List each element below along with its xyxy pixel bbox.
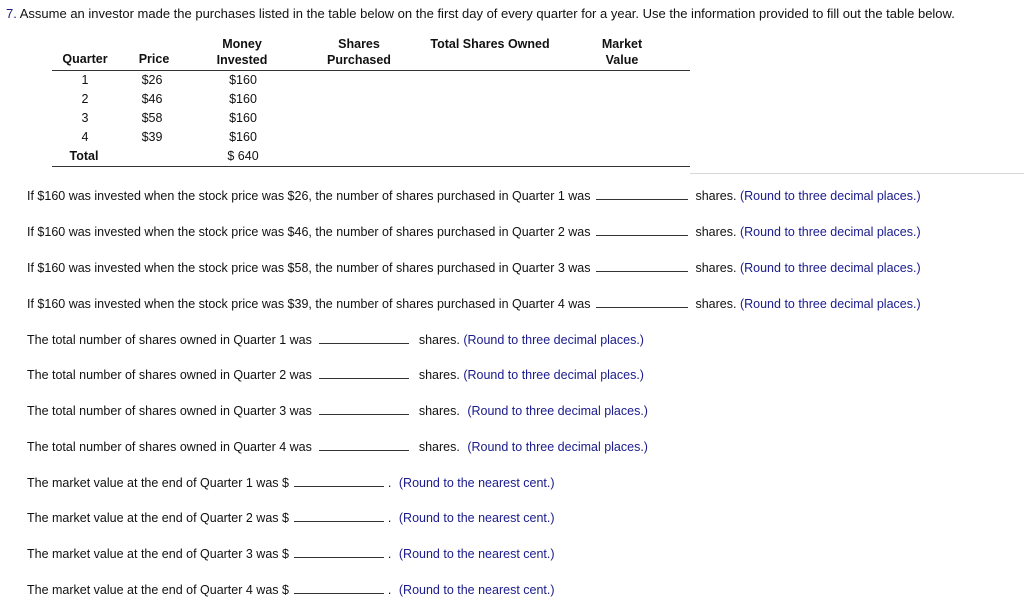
- cell-money: $160: [229, 130, 257, 144]
- cell-price: $39: [141, 130, 163, 144]
- unit-label: shares.: [418, 404, 460, 418]
- rounding-hint: (Round to three decimal places.): [739, 297, 921, 311]
- decimal-point: .: [387, 476, 392, 490]
- header-divider: [52, 70, 690, 71]
- market-question-3: [27, 543, 555, 561]
- total-question-3: [27, 400, 648, 418]
- total-question-1: [27, 329, 644, 347]
- header-shares-line1: Shares: [338, 37, 380, 51]
- market-question-2: [27, 507, 555, 525]
- unit-label: shares.: [418, 440, 460, 454]
- decimal-point: .: [387, 547, 392, 561]
- cell-money: $160: [229, 73, 257, 87]
- cell-total-money: $ 640: [227, 149, 259, 163]
- total-question-4: [27, 436, 648, 454]
- answer-input[interactable]: [319, 364, 409, 379]
- rounding-hint: (Round to three decimal places.): [739, 189, 921, 203]
- table-bottom-rule: [52, 166, 690, 167]
- question-text: The market value at the end of Quarter 2 was $: [27, 511, 289, 525]
- header-shares-purchased: [314, 36, 404, 68]
- shares-question-2: [27, 221, 921, 239]
- question-text: The total number of shares owned in Quarter 2 was: [27, 368, 312, 382]
- question-text: If $160 was invested when the stock price was $58, the number of shares purchased in Quarter 3 was: [27, 261, 591, 275]
- answer-input[interactable]: [294, 543, 384, 558]
- header-quarter: Quarter: [62, 52, 108, 66]
- header-market-line1: Market: [601, 37, 643, 51]
- unit-label: shares.: [695, 297, 737, 311]
- header-money-line1: Money: [222, 37, 262, 51]
- header-shares-line2: Purchased: [327, 53, 391, 67]
- answer-input[interactable]: [596, 293, 688, 308]
- cell-quarter: 2: [81, 92, 89, 106]
- rounding-hint: (Round to three decimal places.): [739, 225, 921, 239]
- unit-label: shares.: [695, 189, 737, 203]
- cell-total-label: Total: [69, 149, 99, 163]
- header-money-line2: Invested: [216, 53, 268, 67]
- shares-question-4: [27, 293, 921, 311]
- header-price: Price: [138, 52, 170, 66]
- cell-price: $46: [141, 92, 163, 106]
- decimal-point: .: [387, 511, 392, 525]
- answer-input[interactable]: [294, 579, 384, 594]
- unit-label: shares.: [695, 261, 737, 275]
- answer-input[interactable]: [596, 257, 688, 272]
- total-question-2: [27, 364, 644, 382]
- question-text: If $160 was invested when the stock price was $39, the number of shares purchased in Quarter 4 was: [27, 297, 591, 311]
- header-money-invested: [202, 36, 282, 68]
- question-text: If $160 was invested when the stock price was $46, the number of shares purchased in Quarter 2 was: [27, 225, 591, 239]
- rounding-hint: (Round to the nearest cent.): [398, 583, 555, 597]
- rounding-hint: (Round to three decimal places.): [739, 261, 921, 275]
- market-question-4: [27, 579, 555, 597]
- shares-question-1: [27, 185, 921, 203]
- unit-label: shares.: [695, 225, 737, 239]
- header-market-value: [582, 36, 662, 68]
- cell-quarter: 4: [81, 130, 89, 144]
- answer-input[interactable]: [319, 436, 409, 451]
- rounding-hint: (Round to the nearest cent.): [398, 511, 555, 525]
- unit-label: shares.: [418, 333, 460, 347]
- cell-quarter: 1: [81, 73, 89, 87]
- answer-input[interactable]: [319, 329, 409, 344]
- divider-line: [690, 173, 1024, 174]
- rounding-hint: (Round to three decimal places.): [463, 333, 644, 347]
- cell-quarter: 3: [81, 111, 89, 125]
- cell-money: $160: [229, 111, 257, 125]
- rounding-hint: (Round to three decimal places.): [467, 440, 648, 454]
- answer-input[interactable]: [596, 221, 688, 236]
- answer-input[interactable]: [596, 185, 688, 200]
- question-text: The market value at the end of Quarter 3 was $: [27, 547, 289, 561]
- rounding-hint: (Round to the nearest cent.): [398, 547, 555, 561]
- question-text: The market value at the end of Quarter 4 was $: [27, 583, 289, 597]
- question-text: The total number of shares owned in Quarter 4 was: [27, 440, 312, 454]
- shares-question-3: [27, 257, 921, 275]
- header-market-line2: Value: [605, 53, 639, 67]
- question-number: 7.: [6, 6, 17, 21]
- unit-label: shares.: [418, 368, 460, 382]
- cell-price: $58: [141, 111, 163, 125]
- answer-input[interactable]: [319, 400, 409, 415]
- cell-money: $160: [229, 92, 257, 106]
- rounding-hint: (Round to three decimal places.): [467, 404, 648, 418]
- question-text: The total number of shares owned in Quarter 3 was: [27, 404, 312, 418]
- question-text: The total number of shares owned in Quarter 1 was: [27, 333, 312, 347]
- cell-price: $26: [141, 73, 163, 87]
- header-total-shares-owned: Total Shares Owned: [430, 37, 550, 51]
- rounding-hint: (Round to three decimal places.): [463, 368, 644, 382]
- purchases-table: [52, 0, 690, 170]
- market-question-1: [27, 472, 555, 490]
- rounding-hint: (Round to the nearest cent.): [398, 476, 555, 490]
- question-text: The market value at the end of Quarter 1 was $: [27, 476, 289, 490]
- decimal-point: .: [387, 583, 392, 597]
- question-text: If $160 was invested when the stock price was $26, the number of shares purchased in Quarter 1 was: [27, 189, 591, 203]
- question-text: Assume an investor made the purchases listed in the table below on the first day of every quarter for a year. Use the information provided to fill out the table below.: [19, 6, 955, 21]
- answer-input[interactable]: [294, 472, 384, 487]
- answer-input[interactable]: [294, 507, 384, 522]
